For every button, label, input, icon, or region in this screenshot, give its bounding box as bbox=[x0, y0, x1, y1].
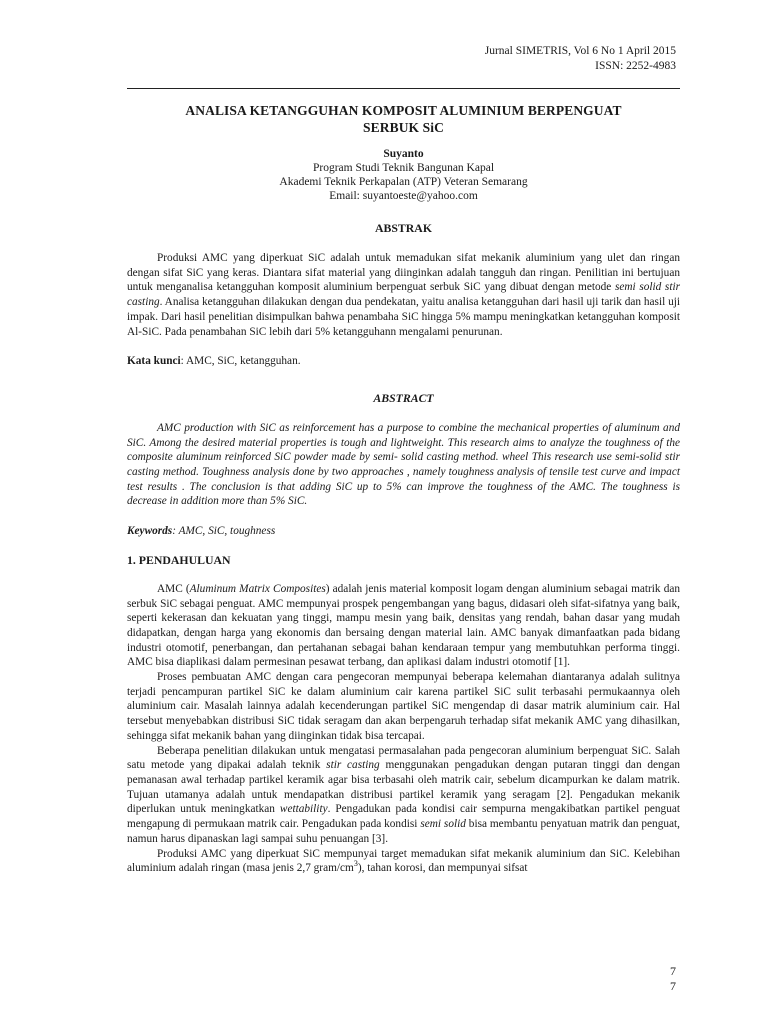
paper-content bbox=[127, 102, 680, 876]
title-line-1: ANALISA KETANGGUHAN KOMPOSIT ALUMINIUM BERPENGUAT bbox=[185, 103, 622, 118]
intro-paragraph-1: AMC (Aluminum Matrix Composites) adalah jenis material komposit logam dengan aluminium sebagai matrik dan serbuk SiC sebagai penguat. AMC mempunyai prospek pengembangan yang bagus, didasari oleh sifat-sifatnya yang baik, seperti kekerasan dan kekuatan yang tinggi, mampu mesin yang baik, densitas yang rendah, bahan dasar yang mudah didapatkan, dengan harga yang ekonomis dan bersaing dengan material lain. AMC banyak dimanfaatkan pada bidang industri otomotif, penerbangan, dan pertahanan sebagai bahan kendaraan tempur yang membutuhkan performa tinggi. AMC bisa diaplikasi dalam permesinan pesawat terbang, dan aplikasi dalam industri otomotif [1]. bbox=[127, 582, 681, 669]
page-number bbox=[670, 964, 676, 994]
header-rule bbox=[127, 88, 680, 89]
page-number-line-1: 7 bbox=[670, 964, 676, 978]
journal-header bbox=[276, 44, 676, 74]
abstract-paragraph: AMC production with SiC as reinforcement has a purpose to combine the mechanical properties of aluminum and SiC. Among the desired material properties is tough and lightweight. This research aims to analyze the toughness of the composite aluminum reinforced SiC powder made by semi- solid casting method. wheel This research use semi-solid stir casting method. Toughness analysis done by two approaches , namely toughness analysis of tensile test curve and impact test results . The conclusion is that adding SiC up to 5% can improve the toughness of the AMC. The toughness is decrease in addition more than 5% SiC. bbox=[127, 421, 680, 508]
kata-kunci-label: Kata kunci bbox=[127, 355, 181, 368]
author-email: Email: suyantoeste@yahoo.com bbox=[329, 190, 478, 202]
keywords-value: : AMC, SiC, toughness bbox=[172, 525, 276, 538]
intro-paragraph-2: Proses pembuatan AMC dengan cara pengecoran mempunyai beberapa kelemahan diantaranya adalah sulitnya terjadi pencampuran partikel SiC ke dalam aluminium cair karena partikel SiC sulit terbasahi permukaannya oleh aluminium cair. Masalah lainnya adalah kecenderungan partikel SiC mengendap di dasar matrik aluminium cair. Hal tersebut menyebabkan distribusi SiC tidak seragam dan akan berpengaruh terhadap sifat mekanik AMC yang dihasilkan, sehingga sifat mekanik bahan yang diinginkan tidak bisa tercapai. bbox=[127, 671, 680, 742]
author-department: Program Studi Teknik Bangunan Kapal bbox=[312, 162, 495, 174]
title-line-2: SERBUK SiC bbox=[363, 120, 444, 135]
abstrak-heading: ABSTRAK bbox=[374, 221, 433, 235]
author-institution: Akademi Teknik Perkapalan (ATP) Veteran Semarang bbox=[279, 176, 528, 188]
journal-citation: Jurnal SIMETRIS, Vol 6 No 1 April 2015 bbox=[484, 45, 676, 57]
intro-paragraph-3: Beberapa penelitian dilakukan untuk mengatasi permasalahan pada pengecoran aluminium berpenguat SiC. Salah satu metode yang dipakai adalah teknik stir casting menggunakan pengadukan dengan putaran tinggi dan dengan pemanasan awal terhadap partikel keramik agar bisa terbasahi oleh matrik cair, sebelum dicampurkan ke dalam matrik. Tujuan utamanya adalah untuk mendapatkan distribusi partikel keramik yang seragam [2]. Pengadukan mekanik diperlukan untuk meningkatkan wettability. Pengadukan pada kondisi cair sempurna mengakibatkan partikel penguat mengapung di permukaan matrik cair. Pengadukan pada kondisi semi solid bisa membantu penyatuan matrik dan penguat, namun harus dipanaskan lagi sampai suhu penuangan [3]. bbox=[127, 744, 681, 845]
author-name: Suyanto bbox=[383, 148, 424, 160]
abstract-heading: ABSTRACT bbox=[373, 390, 434, 405]
kata-kunci bbox=[127, 354, 680, 369]
page-number-line-2: 7 bbox=[670, 979, 676, 993]
author-block bbox=[127, 147, 680, 203]
paper-title bbox=[127, 102, 680, 136]
intro-paragraph-4: Produksi AMC yang diperkuat SiC mempunyai target memadukan sifat mekanik aluminium dan SiC. Kelebihan aluminium adalah ringan (masa jenis 2,7 gram/$cm^3$), tahan korosi, dan mempunyai sifsat bbox=[127, 847, 680, 875]
keywords-label: Keywords bbox=[127, 525, 173, 538]
abstrak-paragraph: Produksi AMC yang diperkuat SiC adalah untuk memadukan sifat mekanik aluminium yang ulet dan ringan dengan sifat SiC yang keras. Diantara sifat material yang diinginkan adalah tangguh dan ringan. Penilitian ini bertujuan untuk menganalisa ketangguhan komposit aluminium berpenguat serbuk SiC yang dibuat dengan metode semi solid stir casting. Analisa ketangguhan dilakukan dengan dua pendekatan, yaitu analisa ketangguhan dari hasil uji tarik dan hasil uji impak. Dari hasil penelitian disimpulkan bahwa penambaha SiC hingga 5% mampu meningkatkan ketangguhan komposit Al-SiC. Pada penambahan SiC lebih dari 5% ketangguhann mengalami penurunan. bbox=[127, 252, 681, 338]
section-heading-pendahuluan: 1. PENDAHULUAN bbox=[127, 552, 231, 567]
kata-kunci-value: : AMC, SiC, ketangguhan. bbox=[180, 355, 301, 368]
keywords bbox=[127, 524, 680, 539]
journal-issn: ISSN: 2252-4983 bbox=[595, 60, 676, 72]
